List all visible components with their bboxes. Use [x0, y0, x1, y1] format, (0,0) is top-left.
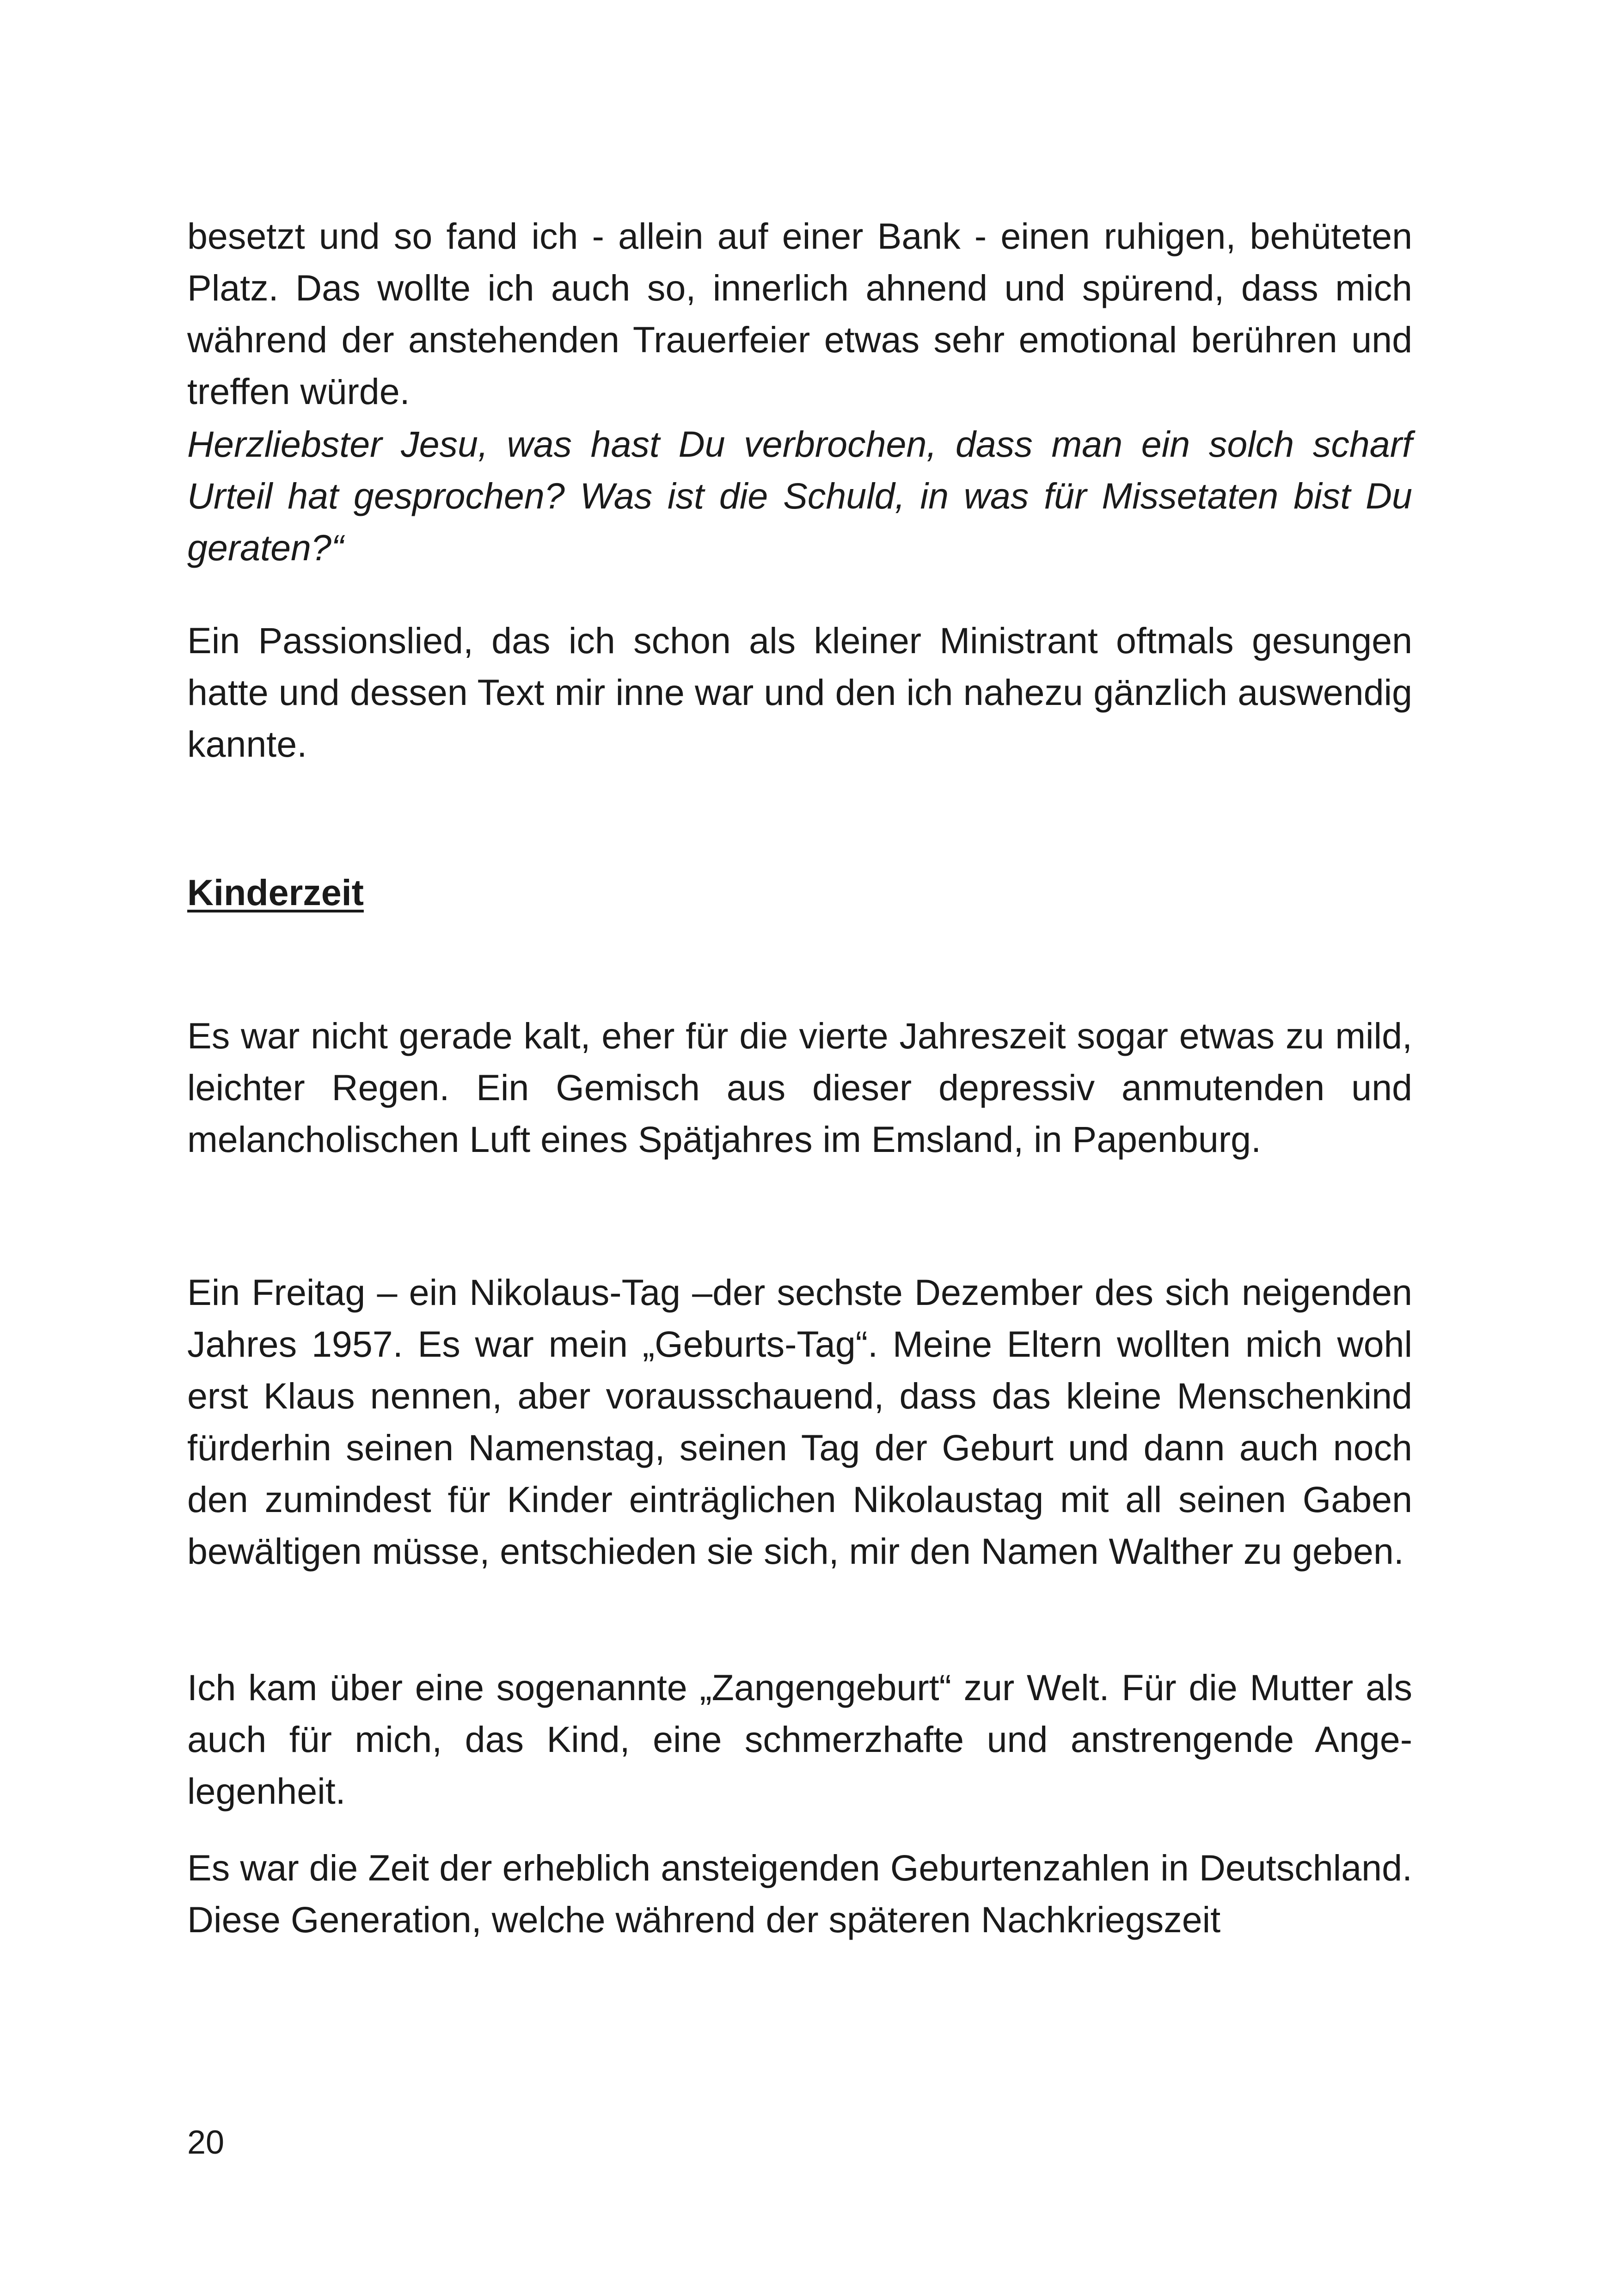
paragraph-birth-rates: Es war die Zeit der erheblich ansteigenden Geburtenzahlen in Deutschland. Diese Generation, welche während der späteren Nachkriegszeit — [187, 1847, 1412, 1940]
paragraph-forceps-birth: Ich kam über eine sogenannte „Zangengeburt“ zur Welt. Für die Mutter als auch für mich, das Kind, eine schmerzhafte und anstrengende Angelegenheit. — [187, 1667, 1412, 1812]
paragraph-funeral-seat: besetzt und so fand ich - allein auf einer Bank - einen ruhigen, behüteten Platz. Das wollte ich auch so, innerlich ahnend und spürend, dass mich während der anstehenden Trauerfeier etwas sehr emotional berühren und treffen würde. — [187, 215, 1412, 412]
paragraph-weather: Es war nicht gerade kalt, eher für die vierte Jahreszeit sogar etwas zu mild, leichter Regen. Ein Gemisch aus dieser depressiv anmutenden und melancholischen Luft eines Spätjahres im Emsland, in Papenburg. — [187, 1015, 1412, 1160]
paragraph-passion-song: Ein Passionslied, das ich schon als kleiner Ministrant oftmals gesungen hatte und dessen Text mir inne war und den ich nahezu gänzlich auswendig kannte. — [187, 620, 1412, 765]
paragraph-birth-date: Ein Freitag – ein Nikolaus-Tag –der sechste Dezember des sich neigenden Jahres 1957. Es war mein „Geburts-Tag“. Meine Eltern wollten mich wohl erst Klaus nennen, aber vorausschauend, dass das kleine Menschenkind fürderhin seinen Namenstag, seinen Tag der Geburt und dann auch noch den zumindest für Kinder einträglichen Nikolaustag mit all seinen Gaben bewältigen müsse, entschieden sie sich, mir den Namen Walther zu geben. — [187, 1272, 1412, 1572]
section-heading: Kinderzeit — [187, 872, 364, 913]
page-number: 20 — [187, 2124, 225, 2161]
paragraph-hymn-quote: Herzliebster Jesu, was hast Du verbrochen, dass man ein solch scharf Urteil hat gesprochen? Was ist die Schuld, in was für Missetaten bist Du geraten?“ — [187, 423, 1412, 568]
